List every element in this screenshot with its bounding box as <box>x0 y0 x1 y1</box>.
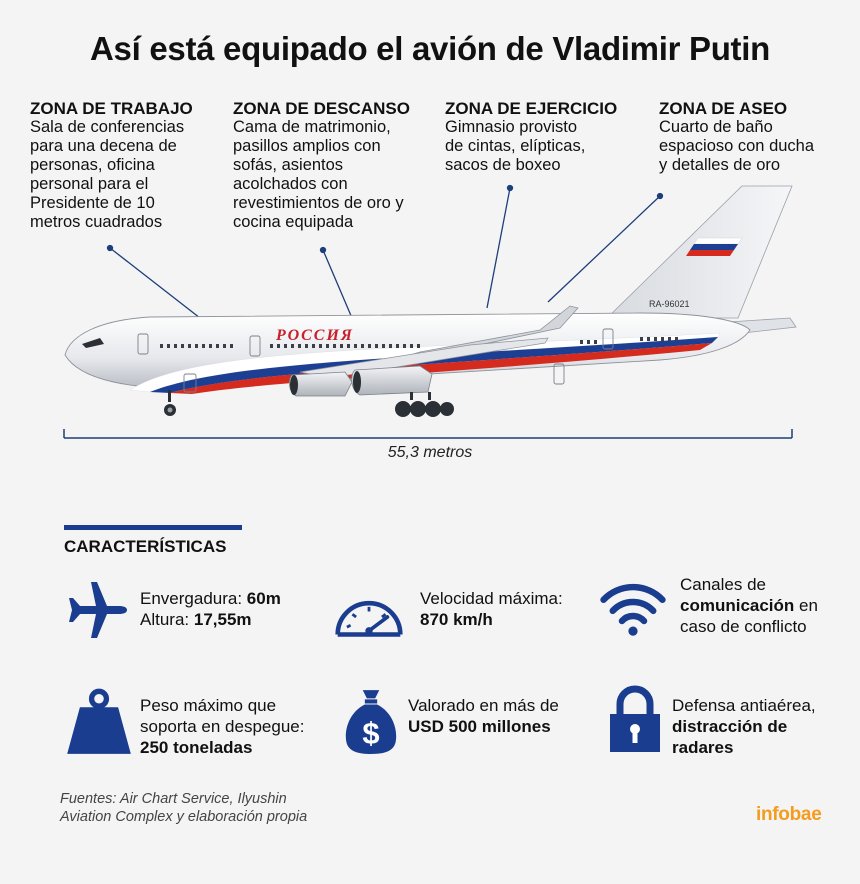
brand-logo: infobae <box>756 804 822 825</box>
feature-air-defense <box>672 695 816 758</box>
zone-description: Cama de matrimonio, pasillos amplios con sofás, asientos acolchados con revestimientos de oro y cocina equipada <box>233 118 404 231</box>
zone-description: Gimnasio provisto de cintas, elípticas, sacos de boxeo <box>445 118 586 174</box>
feature-max-weight <box>140 695 304 758</box>
section-heading: CARACTERÍSTICAS <box>64 537 227 556</box>
money-bag-icon <box>336 686 406 756</box>
feature-communication <box>680 574 818 637</box>
leader-lines <box>108 186 663 319</box>
feature-span-height <box>140 588 281 630</box>
padlock-icon <box>600 684 670 754</box>
zone-heading: ZONA DE EJERCICIO <box>445 99 618 118</box>
feature-text: Altura: <box>140 610 194 629</box>
zone-description: Sala de conferencias para una decena de personas, oficina personal para el Presidente de 10 metros cuadrados <box>30 118 185 231</box>
fuselage-text: РОССИЯ <box>276 327 354 344</box>
zone-hygiene <box>659 99 854 175</box>
length-label: 55,3 metros <box>387 444 473 461</box>
feature-value: 870 km/h <box>420 610 493 629</box>
feature-max-speed <box>420 588 563 630</box>
zone-description: Cuarto de baño espacioso con ducha y detalles de oro <box>659 118 815 174</box>
feature-text: Peso máximo que <box>140 696 277 715</box>
feature-text: Envergadura: <box>140 589 247 608</box>
feature-value: radares <box>672 738 734 757</box>
feature-text: Velocidad máxima: <box>420 589 563 608</box>
zone-heading: ZONA DE DESCANSO <box>233 99 410 118</box>
plane-icon <box>60 577 130 647</box>
length-bracket <box>64 429 792 438</box>
registration-text: RA-96021 <box>649 299 690 309</box>
feature-value: comunicación <box>680 596 795 615</box>
feature-text: Canales de <box>680 575 767 594</box>
sources-note: Fuentes: Air Chart Service, Ilyushin Aviation Complex y elaboración propia <box>60 791 308 825</box>
page-title: Así está equipado el avión de Vladimir Putin <box>90 30 770 67</box>
feature-value: 17,55m <box>193 610 252 629</box>
feature-text: Valorado en más de <box>408 696 559 715</box>
leader-line-work <box>110 248 200 318</box>
speedometer-icon <box>334 582 404 652</box>
wifi-signal-icon <box>598 574 668 644</box>
zone-heading: ZONA DE ASEO <box>659 99 788 118</box>
feature-text: en <box>794 596 818 615</box>
feature-value: 250 toneladas <box>140 738 253 757</box>
section-rule <box>64 525 242 530</box>
zone-exercise <box>445 99 645 175</box>
feature-value: 60m <box>246 589 281 608</box>
svg-text:$: $ <box>362 715 380 751</box>
feature-text: Defensa antiaérea, <box>672 696 816 715</box>
feature-text: caso de conflicto <box>680 617 807 636</box>
feature-text: soporta en despegue: <box>140 717 305 736</box>
feature-value: distracción de <box>672 717 788 736</box>
leader-line-exercise <box>487 188 510 308</box>
leader-line-rest <box>323 250 352 318</box>
zone-heading: ZONA DE TRABAJO <box>30 99 193 118</box>
airplane-illustration <box>0 180 860 450</box>
feature-value-usd <box>408 695 559 737</box>
weight-icon <box>64 686 134 756</box>
feature-value: USD 500 millones <box>408 717 551 736</box>
